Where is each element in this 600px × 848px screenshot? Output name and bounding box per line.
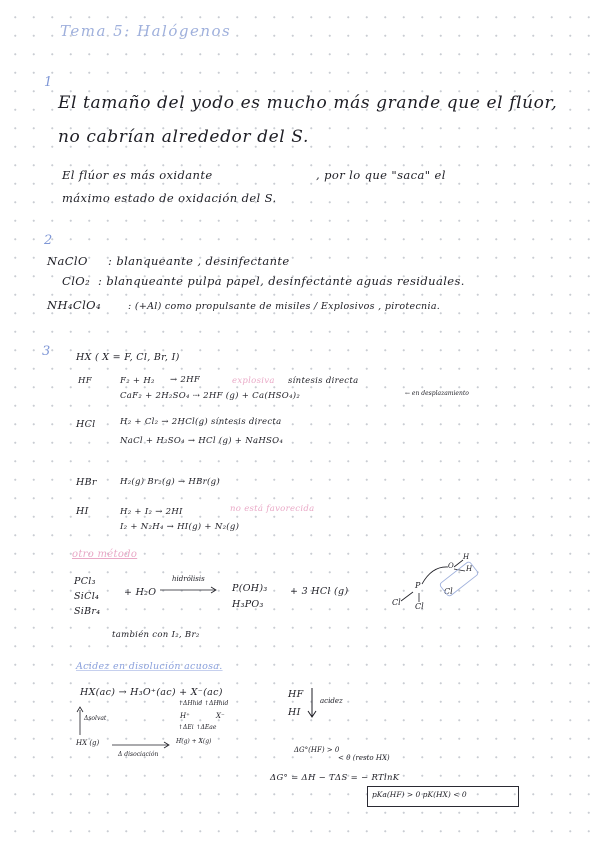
hf-explosiva: explosiva [232,376,275,386]
hbr-label: HBr [76,477,97,488]
product-h3po3: H₃PO₃ [232,599,264,610]
pka-values: pKa(HF) > 0 pK(HX) < 0 [372,790,467,799]
hx-gas: HX (g) [76,739,100,747]
hi-reaction1a: H₂ + I₂ → 2HI [120,507,183,517]
section-number-1: 1 [44,75,53,90]
hidrolisis-label: hidrólisis [172,575,205,583]
px-pcl3: PCl₃ [74,576,96,587]
dg-equation: ΔG° = ΔH − TΔS = − RTlnK [270,773,400,783]
solvatacion-label: Δsolvat [84,715,107,722]
order-hi: HI [288,707,301,718]
sec1-line1: El tamaño del yodo es mucho más grande que el flúor, [58,93,558,113]
section-number-3: 3 [42,344,51,359]
px-sicl4: SiCl₄ [74,591,100,602]
sec2-nh4clo4: NH₄ClO₄ [47,298,102,312]
mol-o: O [448,562,454,570]
hf-label: HF [78,376,92,386]
hi-reaction2: I₂ + N₂H₄ → HI(g) + N₂(g) [120,522,240,532]
product-hcl: + 3 HCl (g) [290,586,349,597]
section-number-2: 2 [44,233,53,248]
mol-p: P [415,581,421,590]
hx-general: HX ( X = F, Cl, Br, I) [76,352,180,363]
water-reagent: + H₂O [124,587,157,598]
hf-reaction1a: F₂ + H₂ [120,376,155,386]
h-plus: H⁺ [180,712,190,720]
mol-cl-right: Cl [444,587,453,596]
page-title: Tema 5: Halógenos [60,22,232,40]
x-minus: X⁻ [216,712,225,720]
disociacion-label: Δ disociación [118,751,159,758]
px-sibr4: SiBr₄ [74,606,101,617]
hf-reaction2: CaF₂ + 2H₂SO₄ ⇢ 2HF (g) + Ca(HSO₄)₂ [120,391,301,401]
hi-label: HI [76,506,89,517]
acidez-order-label: acidez [320,697,343,705]
sec2-clo2: ClO₂ [62,274,91,288]
hcl-reaction1: H₂ + Cl₂ → 2HCl(g) síntesis directa [120,417,282,427]
sec2-naclo-uses: : blanqueante , desinfectante [108,254,290,268]
ei-arrows: ↑ΔEi ↑ΔEae [178,724,217,731]
mol-h-right: H [466,565,473,573]
sec2-clo2-uses: : blanqueante pulpa papel, desinfectante aguas residuales. [98,274,465,288]
product-poh3: P(OH)₃ [232,583,268,594]
hcl-label: HCl [76,419,96,430]
ahid-arrows: ↑ΔHhid ↑ΔHhid [178,700,229,707]
hf-reaction2-note: ← en desplazamiento [405,390,469,397]
mol-cl-bottom: Cl [415,602,424,611]
tambien-note: también con I₂, Br₂ [112,630,200,640]
acidez-eq1: HX(ac) → H₃O⁺(ac) + X⁻(ac) [80,687,223,698]
sec1-line2: no cabrían alrededor del S. [58,127,309,147]
hbr-reaction1: H₂(g) Br₂(g) → HBr(g) [120,477,221,487]
acidez-heading: Acidez en disolución acuosa. [76,661,223,672]
hcl-reaction2: NaCl + H₂SO₄ → HCl (g) + NaHSO₄ [120,436,284,446]
hf-reaction1b: → 2HF [170,375,201,385]
hf-sintesis: síntesis directa [288,376,359,386]
sec1-line3b: , por lo que "saca" el [316,168,446,182]
otro-metodo-heading: otro método [72,549,138,560]
hi-no-favorecida: no está favorecida [230,504,315,514]
dg-rest: < 0 (resto HX) [338,754,390,762]
mol-h-top: H [463,553,470,561]
sec2-naclo: NaClO [47,254,88,268]
sec2-nh4clo4-uses: : (+Al) como propulsante de misiles / Explosivos , pirotecnia. [128,301,441,312]
order-hf: HF [288,689,304,700]
gas-row: H(g) + X(g) [176,738,212,745]
dg-hf: ΔG°(HF) > 0 [294,746,340,754]
sec1-line4: máximo estado de oxidación del S. [62,191,277,205]
mol-cl-left: Cl [392,598,401,607]
sec1-line3a: El flúor es más oxidante [62,168,213,182]
